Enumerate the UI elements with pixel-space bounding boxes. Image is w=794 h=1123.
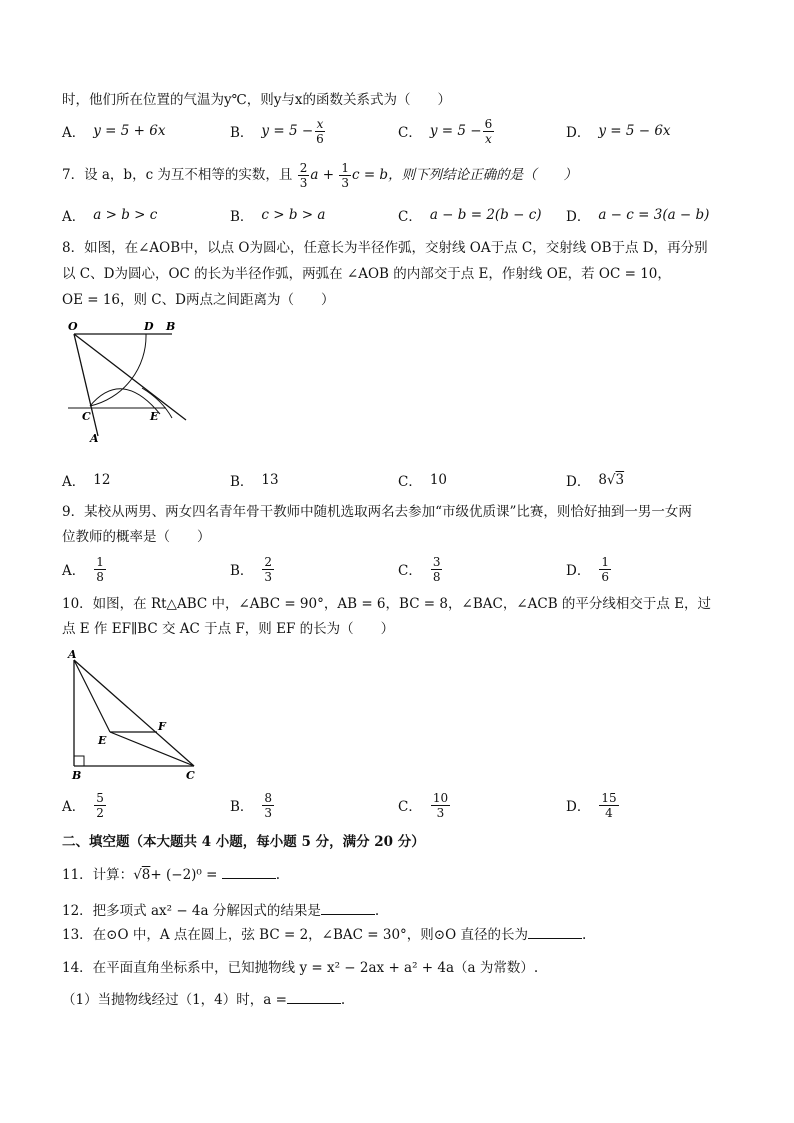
q9-options <box>62 551 762 587</box>
label-a: A <box>68 648 77 661</box>
q6-option-d[interactable]: D． y = 5 − 6x <box>566 123 671 141</box>
label-d: D <box>144 320 154 333</box>
q10-option-d[interactable]: D． $\frac{15}{4}$ <box>566 790 617 820</box>
q8-stem-line2: 以 C、D为圆心，OC 的长为半径作弧，两弧在 ∠AOB 的内部交于点 E，作射线 OE，若 OC = 10， <box>62 266 671 282</box>
q12-answer-blank[interactable] <box>321 900 375 915</box>
q7-option-c[interactable]: C． a − b = 2(b − c) <box>398 207 542 225</box>
side-ac <box>74 660 194 766</box>
label-f: F <box>158 720 166 733</box>
q14-stem: 14．在平面直角坐标系中，已知抛物线 y = x² − 2ax + a² + 4a（a 为常数）. <box>62 960 539 976</box>
q10-figure <box>62 646 212 784</box>
label-o: O <box>68 320 78 333</box>
q10-stem-line2: 点 E 作 EF∥BC 交 AC 于点 F，则 EF 的长为（ ） <box>62 621 395 637</box>
q7-option-b[interactable]: B． c > b > a <box>230 207 326 225</box>
q8-options <box>62 462 762 498</box>
q8-option-b[interactable]: B． 13 <box>230 472 279 490</box>
q9-stem-line1: 9．某校从两男、两女四名青年骨干教师中随机选取两名去参加“市级优质课”比赛，则恰好抽到一男一女两 <box>62 504 692 520</box>
q7-options <box>62 197 762 233</box>
q10-stem-line1: 10．如图，在 Rt△ABC 中，∠ABC = 90°，AB = 6，BC = 8，∠BAC，∠ACB 的平分线相交于点 E，过 <box>62 596 712 612</box>
section-2-heading: 二、填空题（本大题共 4 小题，每小题 5 分，满分 20 分） <box>62 834 425 850</box>
q8-option-c[interactable]: C． 10 <box>398 472 448 490</box>
q8-figure <box>62 318 202 448</box>
q10-option-a[interactable]: A． $\frac{5}{2}$ <box>62 790 104 820</box>
q9-option-d[interactable]: D． $\frac{1}{6}$ <box>566 554 609 584</box>
q9-option-a[interactable]: A． $\frac{1}{8}$ <box>62 554 104 584</box>
q6-options <box>62 113 762 149</box>
q9-option-c[interactable]: C． $\frac{3}{8}$ <box>398 554 441 584</box>
arc-cd <box>90 334 146 406</box>
q13-answer-blank[interactable] <box>528 924 582 939</box>
label-b: B <box>166 320 176 333</box>
q7-stem: 7．设 a，b，c 为互不相等的实数，且 $\frac{2}{3}$ a + $\frac{1}{3}$ c = b，则下列结论正确的是（ ） <box>62 161 578 190</box>
bisector-ae <box>74 660 110 732</box>
q11-stem: 11．计算：√8+ (−2)⁰ = . <box>62 864 280 885</box>
q12-stem: 12．把多项式 ax² − 4a 分解因式的结果是 . <box>62 900 379 921</box>
q7-option-a[interactable]: A． a > b > c <box>62 207 158 225</box>
q8-stem-line1: 8．如图，在∠AOB中，以点 O为圆心，任意长为半径作弧，交射线 OA于点 C，交射线 OB于点 D，再分别 <box>62 240 708 256</box>
q8-option-a[interactable]: A． 12 <box>62 472 111 490</box>
q6-stem-tail: 时，他们所在位置的气温为y℃，则y与x的函数关系式为（ ） <box>62 92 451 108</box>
label-e: E <box>98 734 107 747</box>
q11-answer-blank[interactable] <box>222 864 276 879</box>
q14-part1: （1）当抛物线经过（1，4）时，a = . <box>62 989 345 1010</box>
q14-part1-answer-blank[interactable] <box>287 989 341 1004</box>
label-c: C <box>82 410 91 423</box>
q7-option-d[interactable]: D． a − c = 3(a − b) <box>566 207 710 225</box>
q8-option-d[interactable]: D． 8 √ 3 <box>566 472 625 490</box>
q10-options <box>62 787 762 823</box>
bisector-ce <box>110 732 194 766</box>
q13-stem: 13．在⊙O 中，A 点在圆上，弦 BC = 2，∠BAC = 30°，则⊙O 直径的长为 . <box>62 924 586 945</box>
label-b: B <box>72 769 82 782</box>
label-e: E <box>150 410 159 423</box>
q9-option-b[interactable]: B． $\frac{2}{3}$ <box>230 554 273 584</box>
q9-stem-line2: 位教师的概率是（ ） <box>62 529 211 545</box>
q8-stem-line3: OE = 16，则 C、D两点之间距离为（ ） <box>62 292 335 308</box>
q10-option-c[interactable]: C． $\frac{10}{3}$ <box>398 790 449 820</box>
q6-option-c[interactable]: C． y = 5 − $\frac{6}{x}$ <box>398 116 493 146</box>
label-c: C <box>186 769 195 782</box>
right-angle-mark <box>74 756 84 766</box>
q6-option-a[interactable]: A． y = 5 + 6x <box>62 123 166 141</box>
q6-option-b[interactable]: B． y = 5 − $\frac{x}{6}$ <box>230 116 324 146</box>
q10-option-b[interactable]: B． $\frac{8}{3}$ <box>230 790 273 820</box>
label-a: A <box>90 432 99 445</box>
